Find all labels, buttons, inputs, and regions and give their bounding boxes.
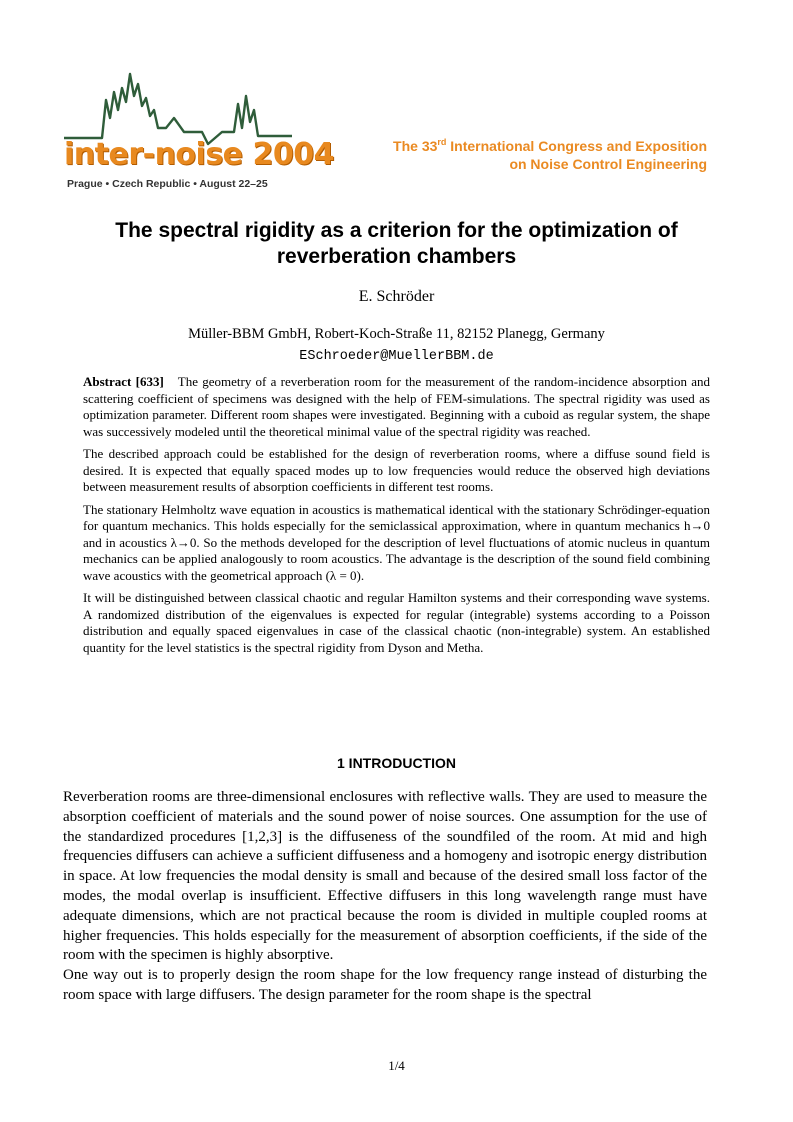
congress-ordinal-suffix: rd — [437, 137, 447, 147]
logo-wordmark: inter-noise 2004 — [64, 137, 334, 172]
section-heading-introduction: 1 INTRODUCTION — [337, 755, 456, 771]
abstract-paragraph-2: The described approach could be established for the design of reverberation rooms, where a diffuse sound field is desired. It is expected that equally spaced modes up to low frequencies would reduce the observed high deviations between measurement results of absorption coefficients in different test rooms. — [83, 446, 710, 494]
abstract-block — [83, 374, 710, 662]
abstract-text-1: The geometry of a reverberation room for the measurement of the random-incidence absorption and scattering coefficient of specimens was designed with the help of FEM-simulations. The spectral rigidity was used as optimization parameter. Different room shapes were investigated. Beginning with a cuboid as regular system, the shape was successively modeled until the theoretical minimal value of the spectral rigidity was reached. — [83, 374, 710, 439]
skyline-line — [64, 74, 292, 144]
introduction-body — [63, 788, 707, 1006]
paper-author: E. Schröder — [358, 288, 435, 305]
congress-line-2: on Noise Control Engineering — [509, 156, 707, 172]
congress-line-1-rest: International Congress and Exposition — [446, 138, 707, 154]
introduction-paragraph-1: Reverberation rooms are three-dimensional enclosures with reflective walls. They are used to measure the absorption coefficient of materials and the sound power of noise sources. One assumption for the use of the standardized procedures [1,2,3] is the diffuseness of the soundfiled of the room. At mid and high frequencies diffusers can achieve a sufficient diffuseness and a homogeny and isotropic energy distribution in space. At low frequencies the modal density is small and because of the desired small loss factor of the modes, the modal overlap is insufficient. Effective diffusers in this long wavelength range must have adequate dimensions, which are not practical because the room is divided in multiple coupled rooms at higher frequencies. This holds especially for the measurement of absorption coefficients, if the side of the room with the specimen is highly absorptive. — [63, 789, 707, 964]
conference-logo — [62, 70, 334, 195]
logo-subtitle: Prague • Czech Republic • August 22–25 — [67, 178, 268, 190]
congress-line-1 — [307, 137, 707, 155]
author-email[interactable]: ESchroeder@MuellerBBM.de — [299, 349, 494, 364]
abstract-paragraph-4: It will be distinguished between classical chaotic and regular Hamilton systems and their corresponding wave systems. A randomized distribution of the eigenvalues is expected for regular (integrable) systems according to a Poisson distribution and equally spaced eigenvalues in case of the classical chaotic (non-integrable) system. An established quantity for the level statistics is the spectral rigidity from Dyson and Metha. — [83, 590, 710, 655]
congress-prefix: The 33 — [393, 138, 438, 154]
abstract-paragraph-3: The stationary Helmholtz wave equation in acoustics is mathematical identical with the stationary Schrödinger-equation for quantum mechanics. This holds especially for the semiclassical approximation, where in quantum mechanics h→0 and in acoustics λ→0. So the methods developed for the description of level fluctuations of atomic nucleus in quantum mechanics can be applied analogously to room acoustics. The advantage is the description of the sound field combining wave acoustics with the geometrical approach (λ = 0). — [83, 501, 710, 583]
author-affiliation: Müller-BBM GmbH, Robert-Koch-Straße 11, 82152 Planegg, Germany — [188, 326, 605, 342]
abstract-label: Abstract [633] — [83, 374, 164, 389]
paper-title: The spectral rigidity as a criterion for the optimization of reverberation chambers — [115, 219, 678, 268]
congress-header — [307, 137, 707, 173]
page-number: 1/4 — [388, 1058, 405, 1073]
abstract-paragraph-1 — [83, 374, 710, 440]
introduction-paragraph-2: One way out is to properly design the room shape for the low frequency range instead of disturbing the room space with large diffusers. The design parameter for the room shape is the spectral — [63, 967, 707, 1003]
